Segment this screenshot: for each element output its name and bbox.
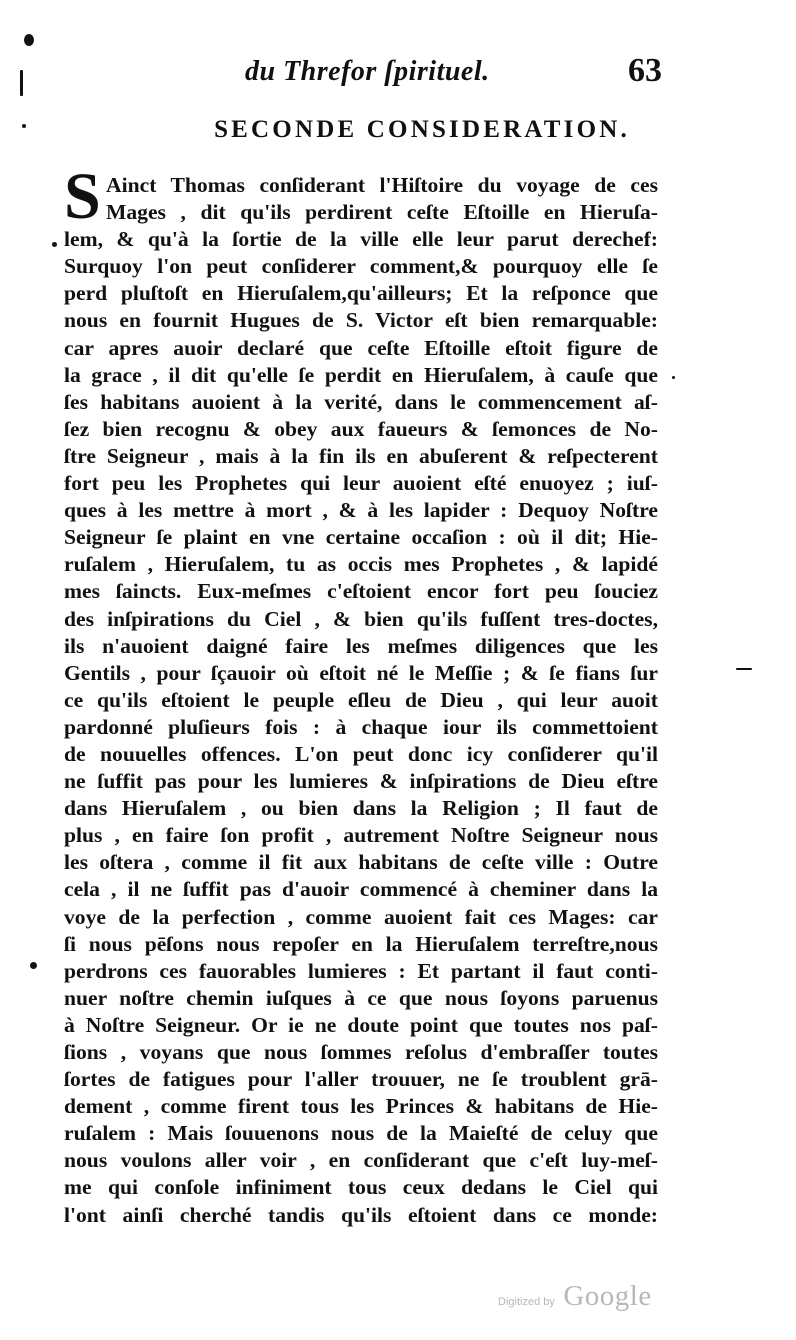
text-line: fort peu les Prophetes qui leur auoient eſté enuoyez ; iuſ-	[64, 471, 658, 496]
text-line: Gentils , pour ſçauoir où eſtoit né le Meſſie ; & ſe fians ſur	[64, 660, 658, 685]
text-line: Ainct Thomas conſiderant l'Hiſtoire du voyage de ces	[106, 173, 658, 197]
text-line: nous en fournit Hugues de S. Victor eſt bien remarquable:	[64, 308, 658, 333]
text-line: lem, & qu'à la ſortie de la ville elle leur parut derechef:	[64, 227, 658, 252]
text-line: ſions , voyans que nous ſommes reſolus d'embraſſer toutes	[64, 1040, 658, 1064]
text-line: cela , il ne ſuffit pas d'auoir commencé à cheminer dans la	[64, 877, 658, 902]
text-line: Mages , dit qu'ils perdirent ceſte Eſtoille en Hieruſa-	[106, 200, 658, 225]
text-line: car apres auoir declaré que ceſte Eſtoille eſtoit figure de	[64, 335, 658, 360]
section-title: SECONDE CONSIDERATION.	[214, 116, 630, 143]
text-line: ne ſuffit pas pour les lumieres & inſpirations de Dieu eſtre	[64, 769, 658, 794]
digitized-watermark	[498, 1280, 652, 1313]
text-line: nous voulons aller voir , en conſiderant que c'eſt luy-meſ-	[64, 1148, 658, 1173]
ink-speck	[20, 70, 23, 96]
text-line: ce qu'ils eſtoient le peuple eſleu de Dieu , qui leur auoit	[64, 687, 658, 712]
text-line: perdrons ces fauorables lumieres : Et partant il faut conti-	[64, 958, 658, 983]
text-line: voye de la perfection , comme auoient fait ces Mages: car	[64, 904, 658, 929]
ink-speck	[736, 668, 752, 670]
text-line: ſtre Seigneur , mais à la fin ils en abuſerent & reſpecterent	[64, 443, 658, 468]
ink-speck	[52, 242, 57, 247]
body-text	[64, 172, 658, 1229]
ink-speck	[672, 376, 675, 379]
page-number: 63	[628, 52, 662, 89]
text-line: mes ſaincts. Eux-meſmes c'eſtoient encor fort peu ſouciez	[64, 579, 658, 604]
text-line: ſes habitans auoient à la verité, dans le commencement aſ-	[64, 389, 658, 414]
text-line: les oſtera , comme il fit aux habitans de ceſte ville : Outre	[64, 850, 658, 875]
text-line: dans Hieruſalem , ou bien dans la Religion ; Il faut de	[64, 796, 658, 821]
text-line: perd pluſtoſt en Hieruſalem,qu'ailleurs; Et la reſponce que	[64, 281, 658, 306]
google-logo: Google	[563, 1280, 652, 1312]
ink-speck	[30, 962, 37, 969]
text-line: des inſpirations du Ciel , & bien qu'ils fuſſent tres-doctes,	[64, 606, 658, 631]
text-line: Surquoy l'on peut conſiderer comment,& pourquoy elle ſe	[64, 254, 658, 279]
running-head: du Threfor ſpirituel.	[245, 56, 490, 87]
text-line: ſortes de fatigues pour l'aller trouuer, ne ſe troublent grā-	[64, 1067, 658, 1092]
text-line: nuer noſtre chemin iuſques à ce que nous ſoyons paruenus	[64, 985, 658, 1010]
text-line: de nouuelles offences. L'on peut donc icy conſiderer qu'il	[64, 741, 658, 766]
text-line: l'ont ainſi cherché tandis qu'ils eſtoient dans ce monde:	[64, 1202, 658, 1227]
text-line: pardonné pluſieurs fois : à chaque iour ils commettoient	[64, 714, 658, 739]
text-line: ſi nous pēſons nous repoſer en la Hieruſalem terreſtre,nous	[64, 931, 658, 956]
text-line: me qui conſole infiniment tous ceux dedans le Ciel qui	[64, 1175, 658, 1200]
text-line: ils n'auoient daigné faire les meſmes diligences que les	[64, 633, 658, 658]
text-line: ruſalem : Mais ſouuenons nous de la Maieſté de celuy que	[64, 1121, 658, 1146]
text-line: Seigneur ſe plaint en vne certaine occaſion : où il dit; Hie-	[64, 525, 658, 550]
drop-cap: S	[64, 160, 101, 233]
ink-speck	[24, 34, 34, 46]
text-line: ſez bien recognu & obey aux faueurs & ſemonces de No-	[64, 416, 658, 441]
text-line: la grace , il dit qu'elle ſe perdit en Hieruſalem, à cauſe que	[64, 362, 658, 387]
text-line: dement , comme firent tous les Princes & habitans de Hie-	[64, 1094, 658, 1119]
text-line: plus , en faire ſon profit , autrement Noſtre Seigneur nous	[64, 823, 658, 848]
text-line: à Noſtre Seigneur. Or ie ne doute point que toutes nos paſ-	[64, 1012, 658, 1037]
ink-speck	[22, 124, 26, 128]
watermark-prefix: Digitized by	[498, 1296, 555, 1308]
text-line: ruſalem , Hieruſalem, tu as occis mes Prophetes , & lapidé	[64, 552, 658, 577]
text-line: ques à les mettre à mort , & à les lapider : Dequoy Noſtre	[64, 498, 658, 523]
